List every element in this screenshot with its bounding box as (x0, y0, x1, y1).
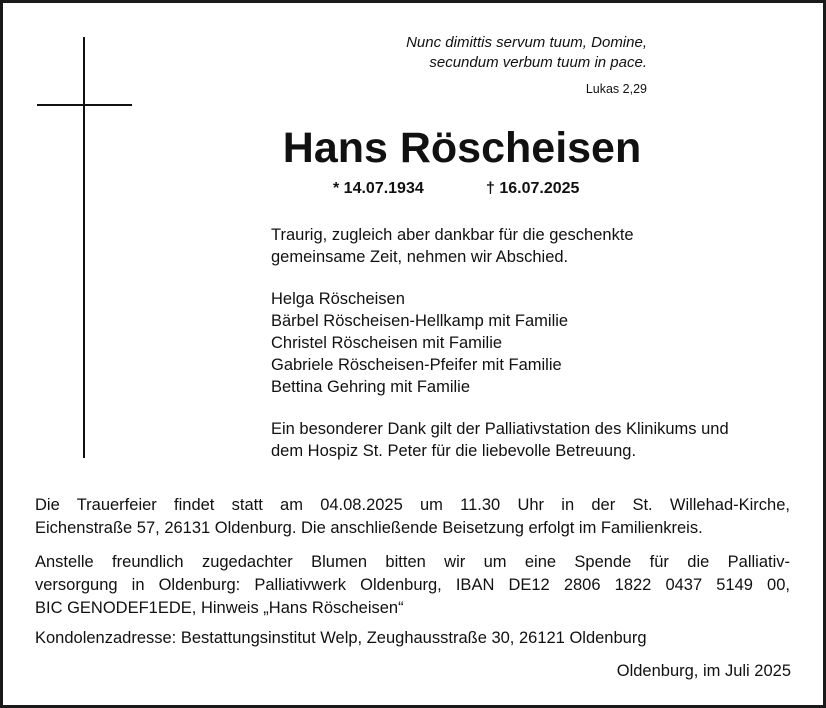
intro-line-2: gemeinsame Zeit, nehmen wir Abschied. (271, 248, 569, 266)
thanks-line-2: dem Hospiz St. Peter für die liebevolle Betreuung. (271, 442, 637, 460)
mourner: Helga Röscheisen (271, 290, 405, 308)
bible-quote (406, 33, 647, 73)
funeral-line-2: Eichenstraße 57, 26131 Oldenburg. Die anschließende Beisetzung erfolgt im Familienkreis. (35, 519, 703, 537)
deceased-name: Hans Röscheisen (282, 124, 642, 172)
death-date: † 16.07.2025 (486, 180, 580, 197)
intro-line-1: Traurig, zugleich aber dankbar für die geschenkte (271, 226, 634, 244)
quote-line-2: secundum verbum tuum in pace. (429, 54, 647, 71)
thanks-line-1: Ein besonderer Dank gilt der Palliativstation des Klinikums und (271, 420, 729, 438)
mourners-list (271, 288, 568, 398)
donation-info (35, 551, 790, 620)
donation-line-1: Anstelle freundlich zugedachter Blumen bitten wir um eine Spende für die Palliativ- (35, 553, 790, 571)
cross-icon-horizontal (37, 104, 132, 106)
condolence-address: Kondolenzadresse: Bestattungsinstitut Welp, Zeughausstraße 30, 26121 Oldenburg (35, 629, 647, 647)
cross-icon-vertical (83, 37, 85, 458)
funeral-info (35, 494, 790, 540)
thanks-text (271, 418, 729, 462)
intro-text (271, 224, 634, 268)
donation-line-3: BIC GENODEF1EDE, Hinweis „Hans Röscheisen“ (35, 599, 404, 617)
quote-line-1: Nunc dimittis servum tuum, Domine, (406, 34, 647, 51)
mourner: Bärbel Röscheisen-Hellkamp mit Familie (271, 312, 569, 330)
mourner: Gabriele Röscheisen-Pfeifer mit Familie (271, 356, 562, 374)
mourner: Bettina Gehring mit Familie (271, 378, 470, 396)
mourner: Christel Röscheisen mit Familie (271, 334, 503, 352)
place-and-date: Oldenburg, im Juli 2025 (616, 662, 791, 680)
donation-line-2: versorgung in Oldenburg: Palliativwerk Oldenburg, IBAN DE12 2806 1822 0437 5149 00, (35, 576, 790, 594)
funeral-line-1: Die Trauerfeier findet statt am 04.08.2025 um 11.30 Uhr in der St. Willehad-Kirche, (35, 496, 790, 514)
birth-date: * 14.07.1934 (333, 180, 424, 197)
quote-reference: Lukas 2,29 (585, 82, 647, 96)
